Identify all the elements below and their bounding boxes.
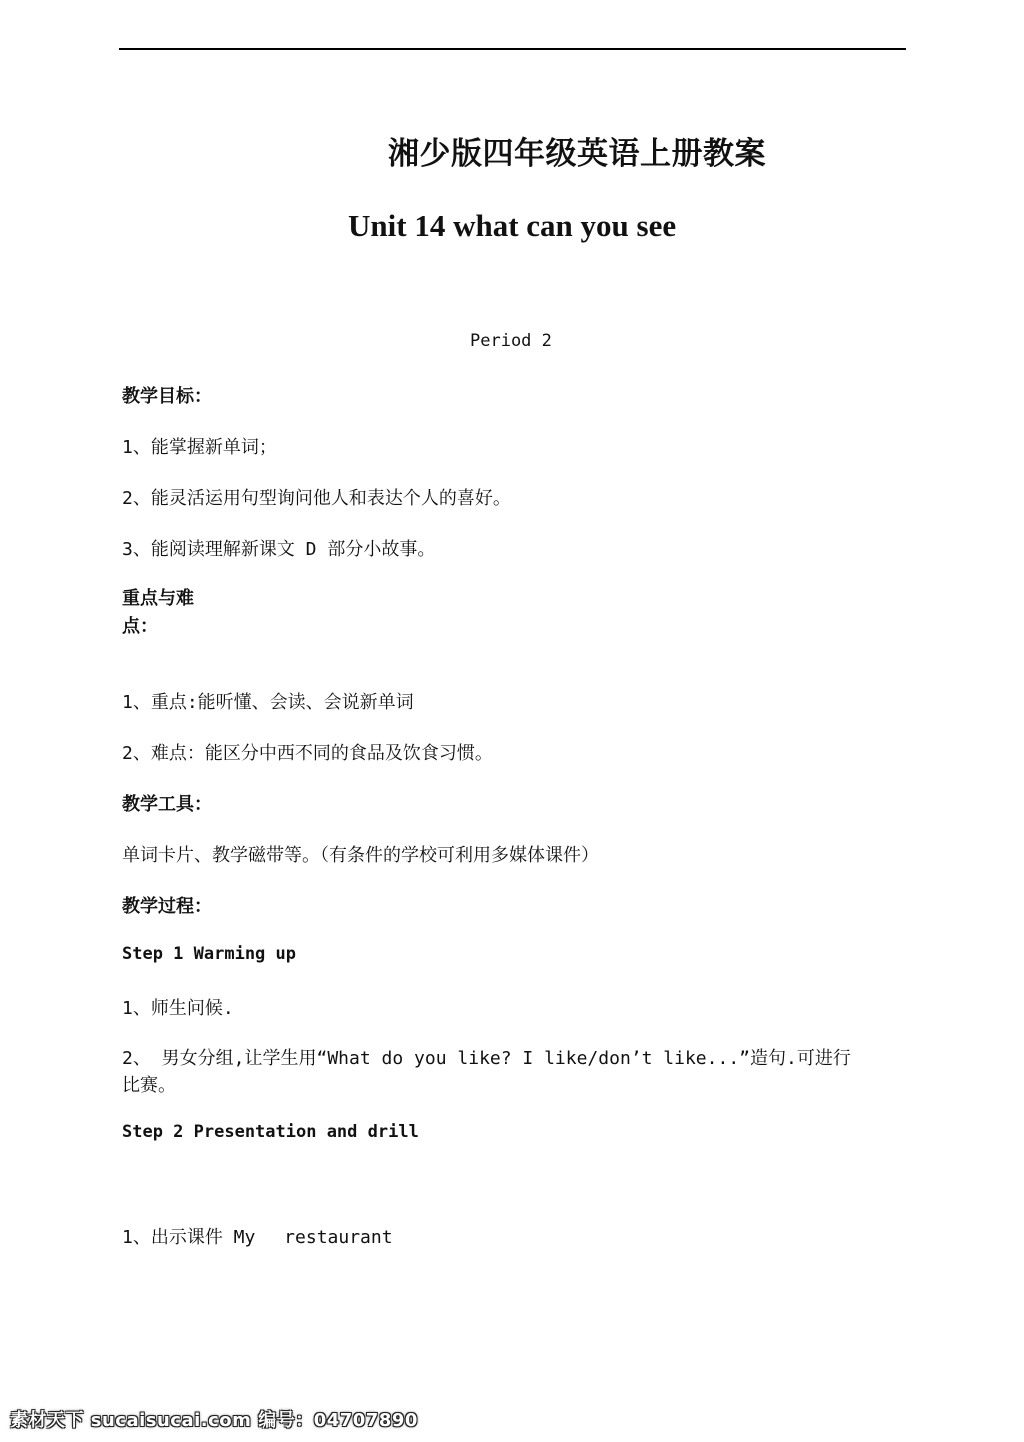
objectives-heading: 教学目标： [122, 386, 212, 407]
key-point-item-1: 1、重点:能听懂、会读、会说新单词 [122, 692, 414, 713]
watermark-text: 素材天下 sucaisucai.com 编号：04707890 [10, 1410, 418, 1431]
process-heading: 教学过程： [122, 896, 212, 917]
step2-item-1: 1、出示课件 My restaurant [122, 1227, 393, 1248]
objective-item-1: 1、能掌握新单词； [122, 437, 277, 458]
objective-item-3: 3、能阅读理解新课文 D 部分小故事。 [122, 539, 436, 560]
tools-text: 单词卡片、教学磁带等。（有条件的学校可利用多媒体课件） [122, 845, 599, 866]
step1-item-2-line2: 比赛。 [122, 1075, 176, 1096]
document-title-english: Unit 14 what can you see [348, 208, 677, 243]
step1-item-2-line1: 2、 男女分组,让学生用“What do you like? I like/don’t like...”造句.可进行 [122, 1048, 851, 1069]
document-title-chinese: 湘少版四年级英语上册教案 [388, 136, 766, 172]
step1-item-1: 1、师生问候. [122, 998, 234, 1019]
key-points-heading-line1: 重点与难 [122, 588, 194, 609]
tools-heading: 教学工具： [122, 794, 212, 815]
step2-title: Step 2 Presentation and drill [122, 1122, 419, 1142]
step1-title: Step 1 Warming up [122, 944, 296, 964]
objective-item-2: 2、能灵活运用句型询问他人和表达个人的喜好。 [122, 488, 511, 509]
key-point-item-2: 2、难点：能区分中西不同的食品及饮食习惯。 [122, 743, 493, 764]
key-points-heading-line2: 点： [122, 616, 158, 637]
period-label: Period 2 [470, 331, 552, 351]
header-rule [119, 48, 906, 50]
